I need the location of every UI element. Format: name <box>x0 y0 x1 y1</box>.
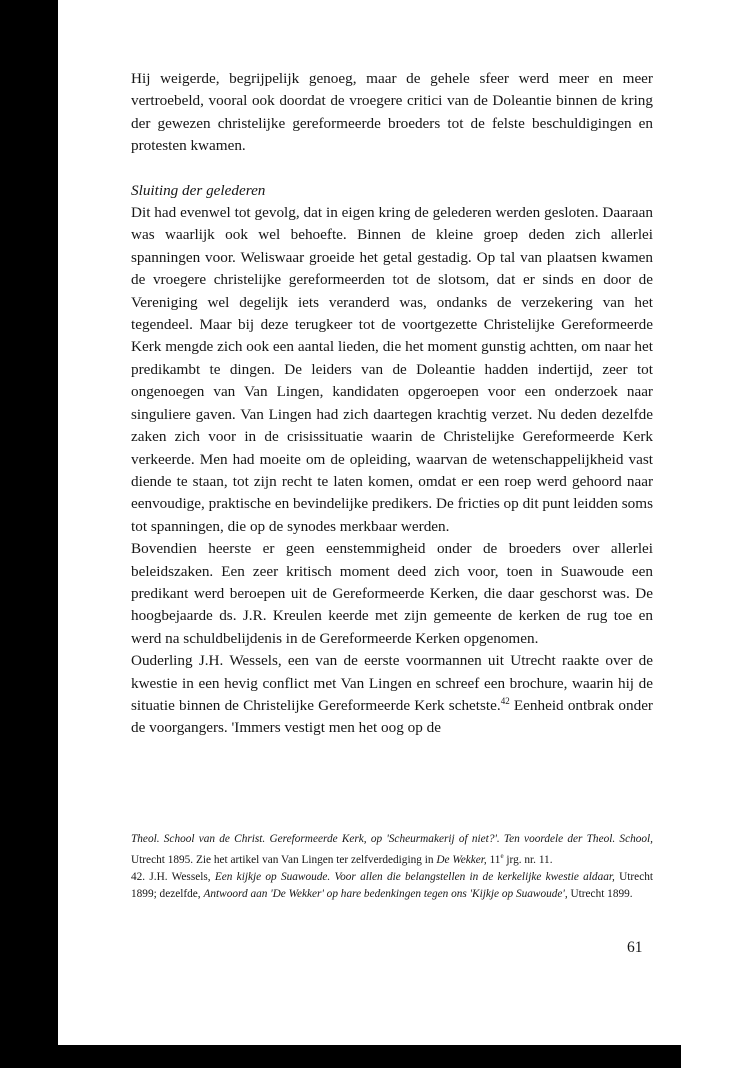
paragraph: Dit had evenwel tot gevolg, dat in eigen kring de gelederen werden gesloten. Daaraan was waarlijk ook wel behoefte. Binnen de kleine groep deden zich allerlei spanningen voor. Weliswaar groeide het getal gestadig. Op tal van plaatsen kwamen de vroegere christelijke gereformeerden tot de slotsom, dat er sinds en door de Vereniging wel degelijk iets veranderd was, ondanks de verzekering van het tegendeel. Maar bij deze terugkeer tot de voortgezette Christelijke Gereformeerde Kerk mengde zich ook een aantal lieden, die het moment gunstig achtten, om naar het predikambt te dingen. De leiders van de Doleantie hadden indertijd, zeer tot ongenoegen van Van Lingen, kandidaten opgeroepen voor een onderzoek naar singuliere gaven. Van Lingen had zich daartegen krachtig verzet. Nu deden dezelfde zaken zich voor in de crisissituatie waarin de Christelijke Gereformeerde Kerk verkeerde. Men had moeite om de opleiding, waarvan de wetenschappelijkheid vast diende te staan, tot zijn recht te laten komen, omdat er een roep werd gehoord naar eenvoudige, praktische en bevindelijke predikers. De fricties op dit punt leidden soms tot spanningen, die op de synodes merkbaar werden. <box>131 204 653 535</box>
paragraph <box>131 650 653 740</box>
footnote-42 <box>131 869 653 903</box>
footnote-text: Utrecht 1895. Zie het artikel van Van Lingen ter zelfverdediging in <box>131 853 437 866</box>
paragraph-text: Eenheid ontbrak onder de voorgangers. 'Immers vestigt men het oog op de <box>131 696 653 737</box>
footnote-title: Antwoord aan 'De Wekker' op hare bedenkingen tegen ons 'Kijkje op Suawoude', <box>203 888 568 901</box>
paragraph-gap <box>131 158 653 180</box>
footnotes <box>131 831 653 903</box>
paragraph-text: Ouderling J.H. Wessels, een van de eerste voormannen uit Utrecht raakte over de kwestie in een hevig conflict met Van Lingen en schreef een brochure, waarin hij de situatie binnen de Christelijke Gereformeerde Kerk schetste. <box>131 652 653 714</box>
footnote-title: Een kijkje op Suawoude. Voor allen die belangstellen in de kerkelijke kwestie aldaar, <box>214 870 615 883</box>
paragraph: Hij weigerde, begrijpelijk genoeg, maar de gehele sfeer werd meer en meer vertroebeld, vooral ook doordat de vroegere critici van de Doleantie binnen de kring der gewezen christelijke gereformeerde broeders tot de felste beschuldigingen en protesten kwamen. <box>131 70 653 155</box>
footnote-continuation <box>131 831 653 869</box>
footnote-number: 42. <box>131 870 146 883</box>
scan-border-left <box>0 0 58 1045</box>
footnote-text: jrg. nr. 11. <box>503 853 553 866</box>
footnote-title: Theol. School van de Christ. Gereformeerde Kerk, op 'Scheurmakerij of niet?'. Ten voordele der Theol. School, <box>131 833 653 845</box>
section-heading: Sluiting der gelederen <box>131 181 266 199</box>
footnote-superscript: e <box>500 852 504 861</box>
page-number: 61 <box>627 939 643 956</box>
footnote-journal: De Wekker, <box>436 853 487 866</box>
footnote-text: 11 <box>486 853 501 866</box>
paragraph: Bovendien heerste er geen eenstemmigheid onder de broeders over allerlei beleidszaken. Een zeer kritisch moment deed zich voor, toen in Suawoude een predikant werd beroepen uit de Gereformeerde Kerken, die daar geschorst was. De hoogbejaarde ds. J.R. Kreulen keerde met zijn gemeente de kerken de rug toe en werd na schuldbelijdenis in de Gereformeerde Kerken opgenomen. <box>131 540 653 647</box>
main-text <box>131 68 653 740</box>
scan-border-bottom <box>0 1045 681 1068</box>
footnote-reference: 42 <box>500 695 510 706</box>
footnote-text: Utrecht 1899; dezelfde, <box>131 870 653 901</box>
footnote-text: J.H. Wessels, <box>145 870 215 883</box>
footnote-text: Utrecht 1899. <box>567 888 633 901</box>
